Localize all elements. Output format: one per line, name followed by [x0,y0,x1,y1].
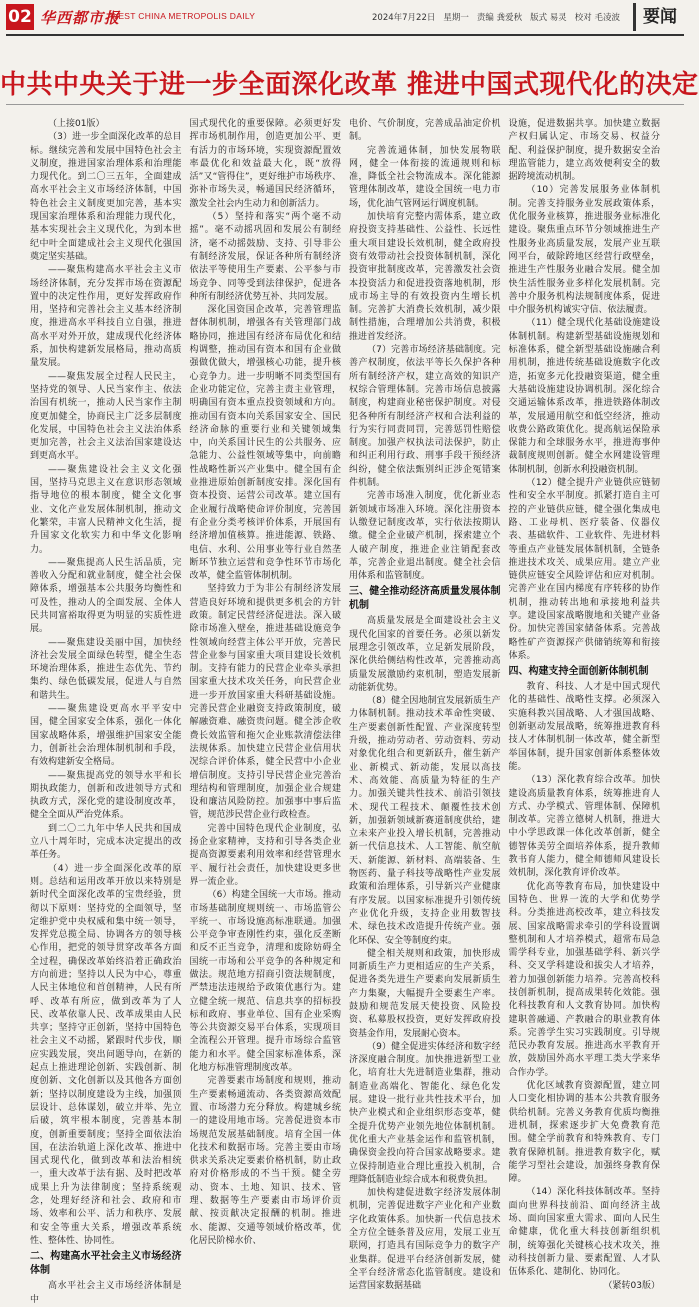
continuation-note: （紧转03版） [603,1280,660,1291]
headline-divider [6,104,684,105]
paragraph: ——聚焦构建高水平社会主义市场经济体制，充分发挥市场在资源配置中的决定性作用，更好发挥政府作用，坚持和完善社会主义基本经济制度，推进高水平科技自立自强，推进高水平对外开放，建成现代化经济体系，加快构建新发展格局，推动高质量发展。 [30,265,182,369]
article-body [30,118,660,1305]
paragraph: 国式现代化的重要保障。必须更好发挥市场机制作用，创造更加公平、更有活力的市场环境，实现资源配置效率最优化和效益最大化，既“放得活”又“管得住”，更好维护市场秩序、弥补市场失灵，畅通国民经济循环，激发全社会内生动力和创新活力。 [189,119,341,209]
page-number-badge: 02 [6,4,34,30]
article-column-1 [30,118,182,1305]
paragraph: 完善市场准入制度，优化新业态新领域市场准入环境。深化注册资本认缴登记制度改革，实行依法按期认缴。健全企业破产机制，探索建立个人破产制度，推进企业注销配套改革，完善企业退出制度。健全社会信用体系和监管制度。 [349,491,501,582]
paragraph: （上接01版） [48,119,105,129]
paragraph: （11）健全现代化基础设施建设体制机制。构建新型基础设施规划和标准体系，健全新型基础设施融合利用机制，推进传统基础设施数字化改造，拓宽多元化投融资渠道，健全重大基础设施建设协调机制。深化综合交通运输体系改革，推进铁路体制改革，发展通用航空和低空经济，推动收费公路政策优化。提高航运保险承保能力和全球服务水平，推进海事仲裁制度规则创新。健全水网建设管理体制机制，创新水利投融资机制。 [508,318,660,475]
paragraph: （6）构建全国统一大市场。推动市场基础制度规则统一、市场监管公平统一、市场设施高标准联通。加强公平竞争审查刚性约束，强化反垄断和反不正当竞争，清理和废除妨碍全国统一市场和公平竞争的各种规定和做法。规范地方招商引资法规制度，严禁违法违规给予政策优惠行为。建立健全统一规范、信息共享的招标投标和政府、事业单位、国有企业采购等公共资源交易平台体系，实现项目全流程公开管理。提升市场综合监管能力和水平。健全国家标准体系，深化地方标准管理制度改革。 [189,890,341,1074]
issue-date: 2024年7月22日 [372,13,436,23]
paragraph: ——聚焦提高党的领导水平和长期执政能力，创新和改进领导方式和执政方式，深化党的建设制度改革，健全全面从严治党体系。 [30,770,182,821]
paragraph: （10）完善发展服务业体制机制。完善支持服务业发展政策体系，优化服务业核算，推进服务业标准化建设。聚焦重点环节分领域推进生产性服务业高质量发展，发展产业互联网平台，破除跨地区经营行政壁垒，推进生产性服务业融合发展。健全加快生活性服务业多样化发展机制。完善中介服务机构法规制度体系，促进中介服务机构诚实守信、依法履责。 [508,185,660,316]
paragraph: 高质量发展是全面建设社会主义现代化国家的首要任务。必须以新发展理念引领改革，立足新发展阶段，深化供给侧结构性改革，完善推动高质量发展激励约束机制，塑造发展新动能新优势。 [349,616,501,693]
newspaper-logo: 华西都市报 [40,9,121,27]
section-heading: 二、构建高水平社会主义市场经济体制 [30,1251,182,1277]
paragraph: （5）坚持和落实“两个毫不动摇”。毫不动摇巩固和发展公有制经济，毫不动摇鼓励、支持、引导非公有制经济发展，保证各种所有制经济依法平等使用生产要素、公平参与市场竞争、同等受到法律保护，促进各种所有制经济优势互补、共同发展。 [189,212,341,302]
section-label: 要闻 [633,3,684,31]
edition-meta [372,11,620,23]
paragraph: 电价、气价制度，完善成品油定价机制。 [349,119,501,143]
paragraph: 完善中国特色现代企业制度，弘扬企业家精神，支持和引导各类企业提高资源要素利用效率和经营管理水平、履行社会责任，加快建设更多世界一流企业。 [189,823,341,887]
paragraph: 教育、科技、人才是中国式现代化的基础性、战略性支撑。必须深入实施科教兴国战略、人才强国战略、创新驱动发展战略，统筹推进教育科技人才体制机制一体改革，健全新型举国体制，提升国家创新体系整体效能。 [508,682,660,772]
paragraph: ——聚焦提高人民生活品质，完善收入分配和就业制度，健全社会保障体系，增强基本公共服务均衡性和可及性，推动人的全面发展、全体人民共同富裕取得更为明显的实质性进展。 [30,557,182,635]
paragraph: （13）深化教育综合改革。加快建设高质量教育体系，统筹推进育人方式、办学模式、管理体制、保障机制改革。完善立德树人机制，推进大中小学思政课一体化改革创新，健全德智体美劳全面培养体系，提升教师教书育人能力，健全师德师风建设长效机制，深化教育评价改革。 [508,775,660,879]
header-divider [6,34,684,36]
paragraph: （4）进一步全面深化改革的原则。总结和运用改革开放以来特别是新时代全面深化改革的宝贵经验，贯彻以下原则：坚持党的全面领导，坚定维护党中央权威和集中统一领导，发挥党总揽全局、协调各方的领导核心作用，把党的领导贯穿改革各方面全过程，确保改革始终沿着正确政治方向前进；坚持以人民为中心，尊重人民主体地位和首创精神，人民有所呼、改革有所应，做到改革为了人民、改革依靠人民、改革成果由人民共享；坚持守正创新，坚持中国特色社会主义不动摇，紧跟时代步伐，顺应实践发展，突出问题导向，在新的起点上推进理论创新、实践创新、制度创新、文化创新以及其他各方面创新；坚持以制度建设为主线，加强顶层设计、总体谋划，破立并举、先立后破，筑牢根本制度，完善基本制度，创新重要制度；坚持全面依法治国，在法治轨道上深化改革、推进中国式现代化，做到改革和法治相统一，重大改革于法有据、及时把改革成果上升为法律制度；坚持系统观念，处理好经济和社会、政府和市场、效率和公平、活力和秩序、发展和安全等重大关系，增强改革系统性、整体性、协同性。 [30,863,182,1246]
paragraph: ——聚焦建设美丽中国，加快经济社会发展全面绿色转型，健全生态环境治理体系，推进生态优先、节约集约、绿色低碳发展，促进人与自然和谐共生。 [30,637,182,701]
section-heading: 三、健全推动经济高质量发展体制机制 [349,586,501,612]
article-headline: 中共中央关于进一步全面深化改革 推进中国式现代化的决定 [0,70,699,100]
paragraph: 完善要素市场制度和规则，推动生产要素畅通流动、各类资源高效配置、市场潜力充分释放。构建城乡统一的建设用地市场。完善促进资本市场规范发展基础制度。培育全国一体化技术和数据市场。完善主要由市场供求关系决定要素价格机制，防止政府对价格形成的不当干预。健全劳动、资本、土地、知识、技术、管理、数据等生产要素由市场评价贡献、按贡献决定报酬的机制。推进水、能源、交通等领域价格改革，优化居民阶梯水价、 [189,1076,341,1246]
paragraph: 优化高等教育布局，加快建设中国特色、世界一流的大学和优势学科。分类推进高校改革，建立科技发展、国家战略需求牵引的学科设置调整机制和人才培养模式，超常布局急需学科专业，加强基础学科、新兴学科、交叉学科建设和拔尖人才培养，着力加强创新能力培养。完善高校科技创新机制，提高成果转化效能。强化科技教育和人文教育协同。加快构建职普融通、产教融合的职业教育体系。完善学生实习实践制度。引导规范民办教育发展。推进高水平教育开放，鼓励国外高水平理工类大学来华合作办学。 [508,881,660,1078]
newspaper-english-name: WEST CHINA METROPOLIS DAILY [110,11,256,21]
paragraph: ——聚焦建设更高水平平安中国，健全国家安全体系，强化一体化国家战略体系，增强维护国家安全能力，创新社会治理体制机制和手段，有效构建新安全格局。 [30,704,182,768]
paragraph: 到二〇二九年中华人民共和国成立八十周年时，完成本决定提出的改革任务。 [30,823,182,861]
proofreader-credit: 校对 毛凌波 [574,13,620,23]
paragraph: （8）健全因地制宜发展新质生产力体制机制。推动技术革命性突破、生产要素创新性配置、产业深度转型升级，推动劳动者、劳动资料、劳动对象优化组合和更新跃升，催生新产业、新模式、新动能，发展以高技术、高效能、高质量为特征的生产力。加强关键共性技术、前沿引领技术、现代工程技术、颠覆性技术创新，加强新领域新赛道制度供给，建立未来产业投入增长机制，完善推动新一代信息技术、人工智能、航空航天、新能源、新材料、高端装备、生物医药、量子科技等战略性产业发展政策和治理体系，引导新兴产业健康有序发展。以国家标准提升引领传统产业优化升级，支持企业用数智技术、绿色技术改造提升传统产业。强化环保、安全等制度约束。 [349,696,501,946]
section-heading: 四、构建支持全面创新体制机制 [508,666,649,678]
paragraph: （7）完善市场经济基础制度。完善产权制度，依法平等长久保护各种所有制经济产权，建立高效的知识产权综合管理体制。完善市场信息披露制度，构建商业秘密保护制度。对侵犯各种所有制经济产权和合法利益的行为实行同责同罚，完善惩罚性赔偿制度。加强产权执法司法保护，防止和纠正利用行政、刑事手段干预经济纠纷，健全依法甄别纠正涉企冤错案件机制。 [349,345,501,489]
paragraph: 加快培育完整内需体系，建立政府投资支持基础性、公益性、长远性重大项目建设长效机制，健全政府投资有效带动社会投资体制机制，深化投资审批制度改革，完善激发社会资本投资活力和促进投资落地机制，形成市场主导的有效投资内生增长机制。完善扩大消费长效机制，减少限制性措施，合理增加公共消费，积极推进首发经济。 [349,212,501,342]
paragraph: 深化国资国企改革，完善管理监督体制机制，增强各有关管理部门战略协同，推进国有经济布局优化和结构调整，推动国有资本和国有企业做强做优做大，增强核心功能，提升核心竞争力。进一步明晰不同类型国有企业功能定位，完善主责主业管理，明确国有资本重点投资领域和方向。推动国有资本向关系国家安全、国民经济命脉的重要行业和关键领域集中，向关系国计民生的公共服务、应急能力、公益性领域等集中，向前瞻性战略性新兴产业集中。健全国有企业推进原始创新制度安排。深化国有资本投资、运营公司改革。建立国有企业履行战略使命评价制度，完善国有企业分类考核评价体系，开展国有经济增加值核算。推进能源、铁路、电信、水利、公用事业等行业自然垄断环节独立运营和竞争性环节市场化改革，健全监管体制机制。 [189,305,341,582]
paragraph: （3）进一步全面深化改革的总目标。继续完善和发展中国特色社会主义制度，推进国家治理体系和治理能力现代化。到二〇三五年，全面建成高水平社会主义市场经济体制，中国特色社会主义制度更加完善，基本实现国家治理体系和治理能力现代化，基本实现社会主义现代化，为到本世纪中叶全面建成社会主义现代化强国奠定坚实基础。 [30,132,182,262]
paragraph: （9）健全促进实体经济和数字经济深度融合制度。加快推进新型工业化，培育壮大先进制造业集群，推动制造业高端化、智能化、绿色化发展。建设一批行业共性技术平台，加快产业模式和企业组织形态变革，健全提升优势产业领先地位体制机制。优化重大产业基金运作和监管机制，确保资金投向符合国家战略要求。建立保持制造业合理比重投入机制，合理降低制造业综合成本和税费负担。 [349,1041,501,1185]
article-column-2 [189,118,342,1246]
article-column-4 [508,118,661,1291]
article-column-3 [349,118,501,1292]
paragraph: 加快构建促进数字经济发展体制机制，完善促进数字产业化和产业数字化政策体系。加快新一代信息技术全方位全链条普及应用，发展工业互联网，打造具有国际竞争力的数字产业集群。促进平台经济创新发展，健全平台经济常态化监管制度。建设和运营国家数据基础 [349,1188,501,1292]
paragraph: （12）健全提升产业链供应链韧性和安全水平制度。抓紧打造自主可控的产业链供应链，健全强化集成电路、工业母机、医疗装备、仪器仪表、基础软件、工业软件、先进材料等重点产业链发展体制机制，全链条推进技术攻关、成果应用。建立产业链供应链安全风险评估和应对机制。完善产业在国内梯度有序转移的协作机制，推动转出地和承接地利益共享。建设国家战略腹地和关键产业备份。加快完善国家储备体系。完善战略性矿产资源探产供储销统筹和衔接体系。 [508,478,660,661]
paragraph: （14）深化科技体制改革。坚持面向世界科技前沿、面向经济主战场、面向国家重大需求、面向人民生命健康，优化重大科技创新组织机制，统筹强化关键核心技术攻关，推动科技创新力量、要素配置、人才队伍体系化、建制化、协同化。 [508,1187,660,1278]
paragraph: 坚持致力于为非公有制经济发展营造良好环境和提供更多机会的方针政策。制定民营经济促进法。深入破除市场准入壁垒，推进基础设施竞争性领域向经营主体公平开放，完善民营企业参与国家重大项目建设长效机制。支持有能力的民营企业牵头承担国家重大技术攻关任务，向民营企业进一步开放国家重大科研基础设施。完善民营企业融资支持政策制度，破解融资难、融资贵问题。健全涉企收费长效监管和拖欠企业账款清偿法律法规体系。加快建立民营企业信用状况综合评价体系，健全民营中小企业增信制度。支持引导民营企业完善治理结构和管理制度，加强企业合规建设和廉洁风险防控。加强事中事后监管，规范涉民营企业行政检查。 [189,584,341,821]
issue-weekday: 星期一 [443,13,469,23]
paragraph: ——聚焦发展全过程人民民主，坚持党的领导、人民当家作主、依法治国有机统一，推动人民当家作主制度更加健全，协商民主广泛多层制度化发展，中国特色社会主义法治体系更加完善，社会主义法治国家建设达到更高水平。 [30,371,182,462]
paragraph: 完善流通体制，加快发展物联网，健全一体衔接的流通规则和标准，降低全社会物流成本。深化能源管理体制改革，建设全国统一电力市场，优化油气管网运行调度机制。 [349,145,501,209]
page-header [0,0,690,34]
paragraph: 优化区域教育资源配置，建立同人口变化相协调的基本公共教育服务供给机制。完善义务教育优质均衡推进机制，探索逐步扩大免费教育范围。健全学前教育和特殊教育、专门教育保障机制。推进教育数字化，赋能学习型社会建设，加强终身教育保障。 [508,1081,660,1185]
paragraph: 健全相关规则和政策，加快形成同新质生产力更相适应的生产关系，促进各类先进生产要素向发展新质生产力集聚，大幅提升全要素生产率。鼓励和规范发展天使投资、风险投资、私募股权投资，更好发挥政府投资基金作用，发展耐心资本。 [349,948,501,1039]
paragraph: ——聚焦建设社会主义文化强国，坚持马克思主义在意识形态领域指导地位的根本制度，健全文化事业、文化产业发展体制机制，推动文化繁荣，丰富人民精神文化生活，提升国家文化软实力和中华文化影响力。 [30,464,182,555]
editor-credit: 责编 龚爱秋 [476,13,523,23]
paragraph: 高水平社会主义市场经济体制是中 [30,1281,182,1305]
paragraph: 设施，促进数据共享。加快建立数据产权归属认定、市场交易、权益分配、利益保护制度，提升数据安全治理监管能力，建立高效便利安全的数据跨境流动机制。 [508,119,660,183]
designer-credit: 版式 易灵 [530,13,567,23]
